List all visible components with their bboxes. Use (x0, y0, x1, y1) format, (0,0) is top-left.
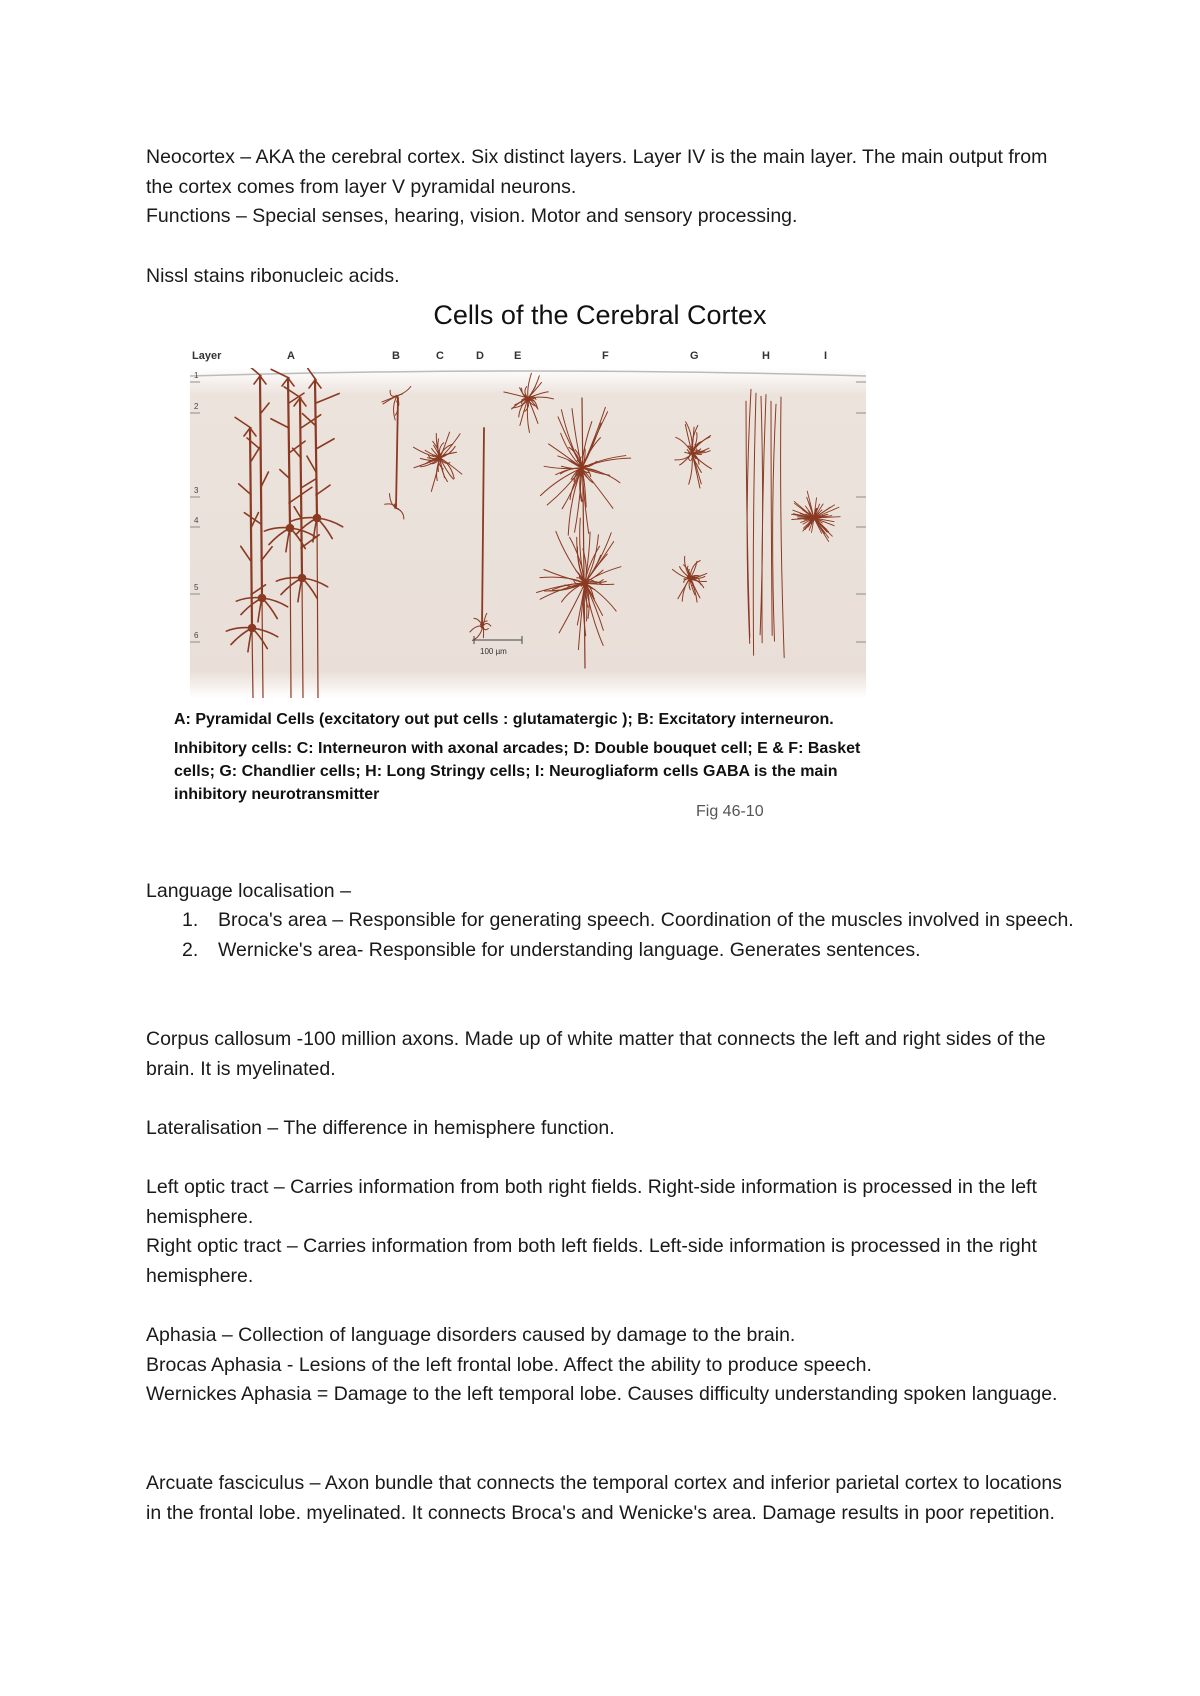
wernicke-aphasia-paragraph: Wernickes Aphasia = Damage to the left temporal lobe. Causes difficulty understanding spoken language. (146, 1383, 1058, 1405)
figure-reference: Fig 46-10 (696, 803, 764, 820)
nissl-paragraph: Nissl stains ribonucleic acids. (146, 265, 400, 287)
aphasia-paragraph: Aphasia – Collection of language disorders caused by damage to the brain. (146, 1324, 796, 1346)
optic-tract-section (146, 1173, 1076, 1291)
figure-caption (174, 708, 884, 820)
caption-inhibitory: Inhibitory cells: C: Interneuron with axonal arcades; D: Double bouquet cell; E & F: Basket cells; G: Chandlier cells; H: Long Stringy cells; I: Neurogliaform cells GABA is the main inhibitory neurotransmitter (174, 740, 861, 803)
corpus-paragraph: Corpus callosum -100 million axons. Made up of white matter that connects the left and right sides of the brain. It is myelinated. (146, 1028, 1046, 1080)
functions-paragraph: Functions – Special senses, hearing, vision. Motor and sensory processing. (146, 205, 798, 227)
neocortex-section (146, 143, 1076, 232)
scale-bar-label: 100 µm (480, 647, 507, 656)
list-item-text: Broca's area – Responsible for generating speech. Coordination of the muscles involved in speech. (218, 909, 1074, 931)
list-item (146, 936, 1076, 966)
list-number: 2. (182, 938, 199, 961)
list-number: 1. (182, 909, 199, 931)
language-heading-text: Language localisation – (146, 880, 351, 902)
column-label-f: F (602, 350, 609, 362)
right-optic-paragraph: Right optic tract – Carries information from both left fields. Left-side information is processed in the right hemisphere. (146, 1235, 1037, 1287)
neocortex-paragraph: Neocortex – AKA the cerebral cortex. Six distinct layers. Layer IV is the main layer. The main output from the cortex comes from layer V pyramidal neurons. (146, 146, 1048, 198)
corpus-callosum-section (146, 1025, 1076, 1084)
language-list (146, 906, 1076, 965)
cerebral-cortex-figure (170, 298, 880, 833)
left-optic-paragraph: Left optic tract – Carries information from both right fields. Right-side information is processed in the left hemisphere. (146, 1176, 1037, 1228)
pyramidal-cell-4-soma (249, 625, 256, 632)
layer-label-5: 5 (194, 583, 199, 592)
layer-label-6: 6 (194, 631, 199, 640)
column-label-a: A (287, 350, 295, 362)
column-label-e: E (514, 350, 522, 362)
column-label-d: D (476, 350, 484, 362)
pyramidal-cell-5-soma (299, 575, 306, 582)
column-label-i: I (824, 350, 828, 362)
arcuate-section (146, 1469, 1076, 1528)
layer-label-2: 2 (194, 402, 199, 411)
pyramidal-cell-3-soma (314, 515, 321, 522)
figure-title: Cells of the Cerebral Cortex (433, 300, 767, 330)
aphasia-section (146, 1321, 1076, 1410)
layer-label-4: 4 (194, 516, 199, 525)
nissl-section (146, 262, 1076, 292)
column-label-h: H (762, 350, 770, 362)
column-label-b: B (392, 350, 400, 362)
plate-background (190, 368, 866, 698)
list-item-text: Wernicke's area- Responsible for understanding language. Generates sentences. (218, 938, 921, 961)
layer-label-1: 1 (194, 371, 199, 380)
column-label-g: G (690, 350, 699, 362)
layer-label-3: 3 (194, 486, 199, 495)
layer-axis-label: Layer (192, 350, 222, 362)
neuron-illustration (190, 368, 866, 698)
pyramidal-cell-2-soma (287, 525, 294, 532)
broca-aphasia-paragraph: Brocas Aphasia - Lesions of the left frontal lobe. Affect the ability to produce speech. (146, 1353, 872, 1376)
list-item (146, 906, 1076, 936)
arcuate-paragraph: Arcuate fasciculus – Axon bundle that connects the temporal cortex and inferior parietal cortex to locations in the frontal lobe. myelinated. It connects Broca's and Wenicke's area. Damage results in poor repetition. (146, 1472, 1062, 1524)
language-heading (146, 877, 1076, 907)
column-label-c: C (436, 350, 444, 362)
pyramidal-cell-1-soma (259, 595, 266, 602)
caption-excitatory: A: Pyramidal Cells (excitatory out put cells : glutamatergic ); B: Excitatory interneuron. (174, 711, 834, 728)
lateral-paragraph: Lateralisation – The difference in hemisphere function. (146, 1117, 615, 1139)
lateralisation-section (146, 1114, 1076, 1144)
